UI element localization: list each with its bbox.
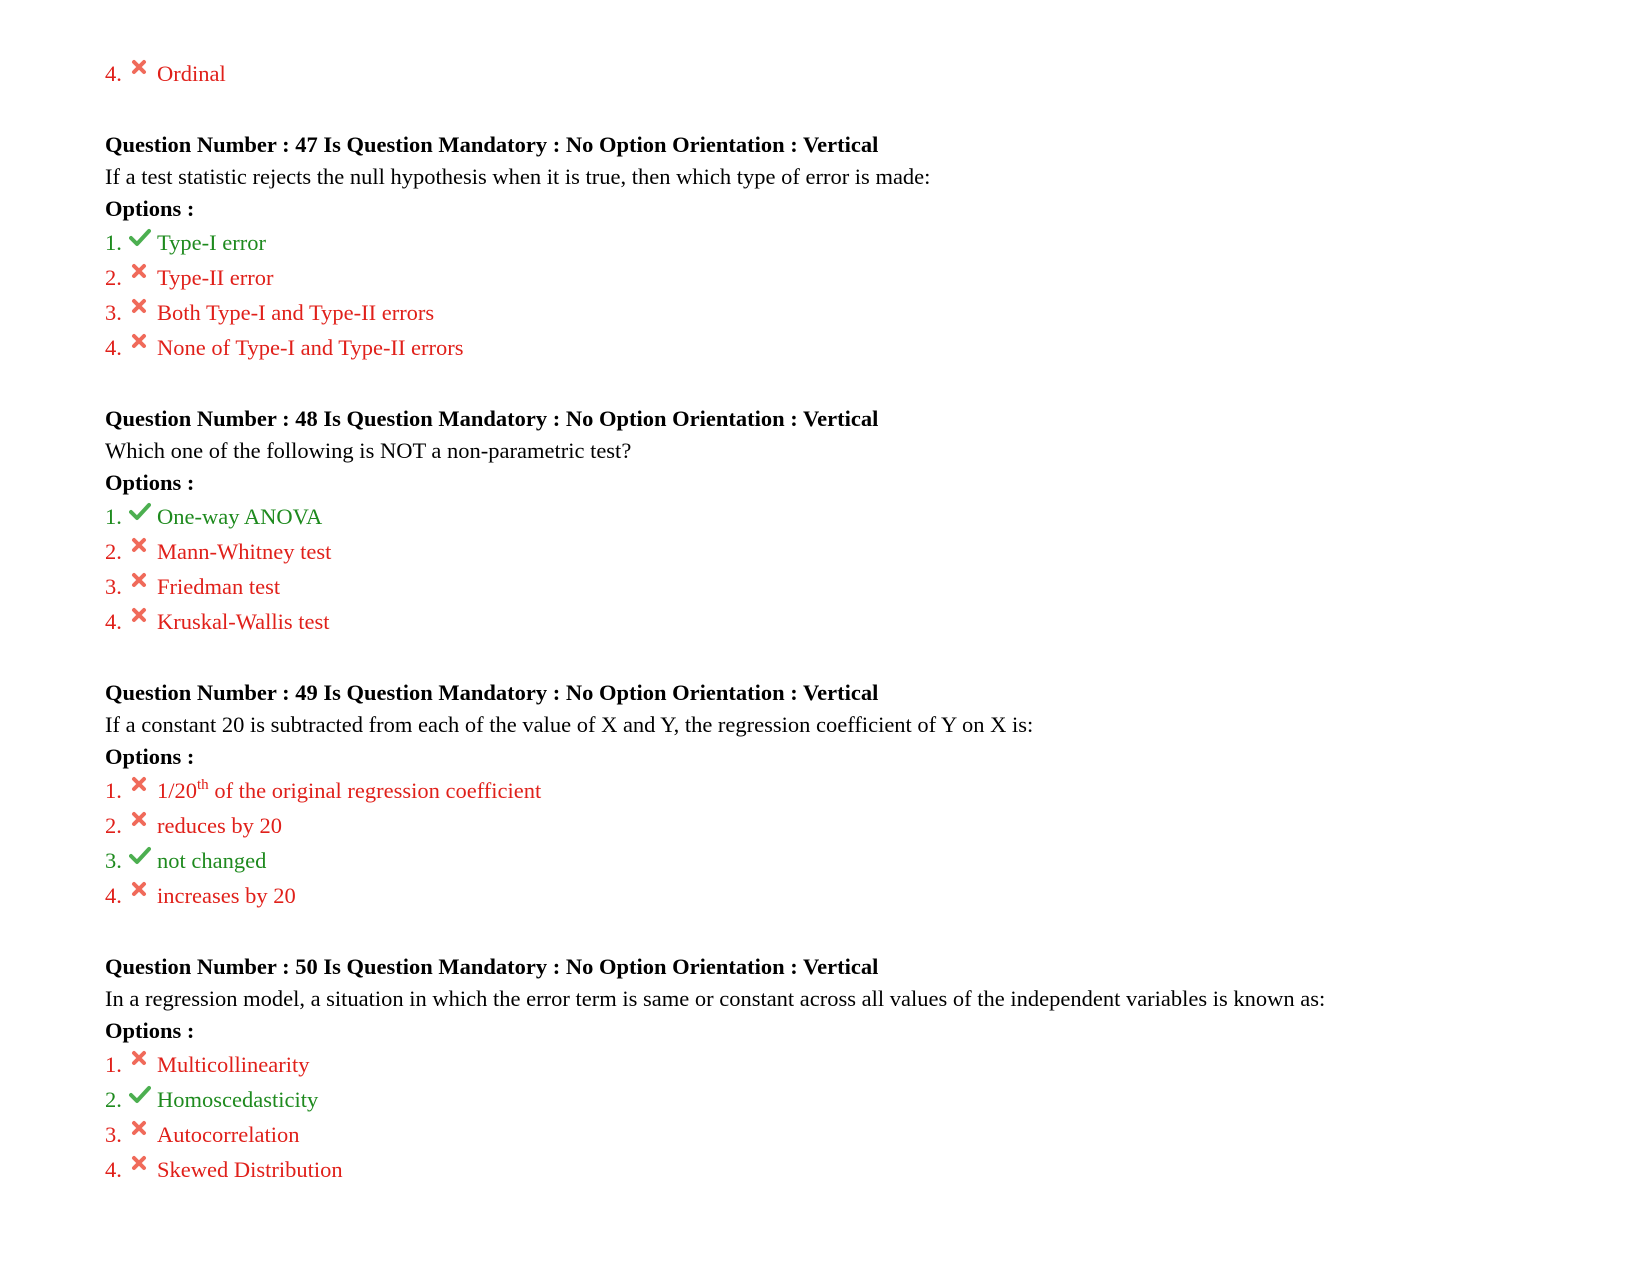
- question-50: [105, 951, 1605, 1187]
- cross-icon: [129, 56, 157, 91]
- options-label: Options :: [105, 470, 195, 495]
- option-number: 2.: [105, 813, 122, 838]
- cross-icon: [129, 773, 157, 808]
- option-number: 1.: [105, 230, 122, 255]
- option-item: [105, 1047, 1605, 1082]
- option-item: [105, 534, 1605, 569]
- cross-icon: [129, 604, 157, 639]
- option-item: [105, 330, 1605, 365]
- check-icon: [129, 499, 157, 534]
- question-text: If a test statistic rejects the null hypothesis when it is true, then which type of error is made:: [105, 164, 931, 189]
- question-49: [105, 677, 1605, 913]
- cross-icon: [129, 260, 157, 295]
- option-number: 4.: [105, 335, 122, 360]
- option-text: Ordinal: [157, 61, 226, 86]
- cross-icon: [129, 569, 157, 604]
- option-number: 1.: [105, 1052, 122, 1077]
- question-text: In a regression model, a situation in which the error term is same or constant across all values of the independent variables is known as:: [105, 986, 1326, 1011]
- option-text: Type-II error: [157, 265, 274, 290]
- cross-icon: [129, 808, 157, 843]
- option-item: [105, 225, 1605, 260]
- option-number: 1.: [105, 504, 122, 529]
- cross-icon: [129, 1152, 157, 1187]
- option-text: Skewed Distribution: [157, 1157, 343, 1182]
- option-number: 1.: [105, 778, 122, 803]
- options-label: Options :: [105, 196, 195, 221]
- option-text: Autocorrelation: [157, 1122, 300, 1147]
- cross-icon: [129, 878, 157, 913]
- option-text: None of Type-I and Type-II errors: [157, 335, 464, 360]
- question-48: [105, 403, 1605, 639]
- option-item: [105, 499, 1605, 534]
- option-number: 3.: [105, 1122, 122, 1147]
- question-header: Question Number : 50 Is Question Mandatory : No Option Orientation : Vertical: [105, 954, 879, 979]
- option-text: not changed: [157, 848, 267, 873]
- option-item: [105, 569, 1605, 604]
- options-label: Options :: [105, 744, 195, 769]
- option-number: 4.: [105, 883, 122, 908]
- option-item: [105, 808, 1605, 843]
- option-text: One-way ANOVA: [157, 504, 323, 529]
- previous-option: [105, 56, 1605, 91]
- check-icon: [129, 225, 157, 260]
- option-item: [105, 260, 1605, 295]
- option-number: 2.: [105, 265, 122, 290]
- option-text: 1/20: [157, 778, 198, 803]
- option-text: Kruskal-Wallis test: [157, 609, 330, 634]
- option-item: [105, 1082, 1605, 1117]
- question-text: Which one of the following is NOT a non-parametric test?: [105, 438, 632, 463]
- cross-icon: [129, 295, 157, 330]
- option-number: 3.: [105, 848, 122, 873]
- question-header: Question Number : 48 Is Question Mandatory : No Option Orientation : Vertical: [105, 406, 879, 431]
- option-text: Multicollinearity: [157, 1052, 310, 1077]
- option-number: 3.: [105, 574, 122, 599]
- option-text: Homoscedasticity: [157, 1087, 319, 1112]
- option-number: 3.: [105, 300, 122, 325]
- option-item: [105, 604, 1605, 639]
- option-text: Type-I error: [157, 230, 266, 255]
- option-text-continued: of the original regression coefficient: [208, 778, 542, 803]
- option-text: Both Type-I and Type-II errors: [157, 300, 435, 325]
- question-header: Question Number : 49 Is Question Mandatory : No Option Orientation : Vertical: [105, 680, 879, 705]
- check-icon: [129, 843, 157, 878]
- question-text: If a constant 20 is subtracted from each of the value of X and Y, the regression coefficient of Y on X is:: [105, 712, 1034, 737]
- cross-icon: [129, 1047, 157, 1082]
- option-item: [105, 878, 1605, 913]
- option-number: 4.: [105, 609, 122, 634]
- option-number: 2.: [105, 1087, 122, 1112]
- option-text: Friedman test: [157, 574, 281, 599]
- option-number: 2.: [105, 539, 122, 564]
- option-number: 4.: [105, 61, 122, 86]
- option-item: [105, 1117, 1605, 1152]
- question-header: Question Number : 47 Is Question Mandatory : No Option Orientation : Vertical: [105, 132, 879, 157]
- question-47: [105, 129, 1605, 365]
- option-item: [105, 773, 1605, 808]
- cross-icon: [129, 1117, 157, 1152]
- cross-icon: [129, 330, 157, 365]
- option-superscript: th: [197, 777, 209, 793]
- options-label: Options :: [105, 1018, 195, 1043]
- option-number: 4.: [105, 1157, 122, 1182]
- option-text: Mann-Whitney test: [157, 539, 332, 564]
- check-icon: [129, 1082, 157, 1117]
- option-text: reduces by 20: [157, 813, 282, 838]
- cross-icon: [129, 534, 157, 569]
- option-item: [105, 295, 1605, 330]
- option-item: [105, 843, 1605, 878]
- document-page: [105, 56, 1605, 1187]
- option-text: increases by 20: [157, 883, 296, 908]
- option-item: [105, 1152, 1605, 1187]
